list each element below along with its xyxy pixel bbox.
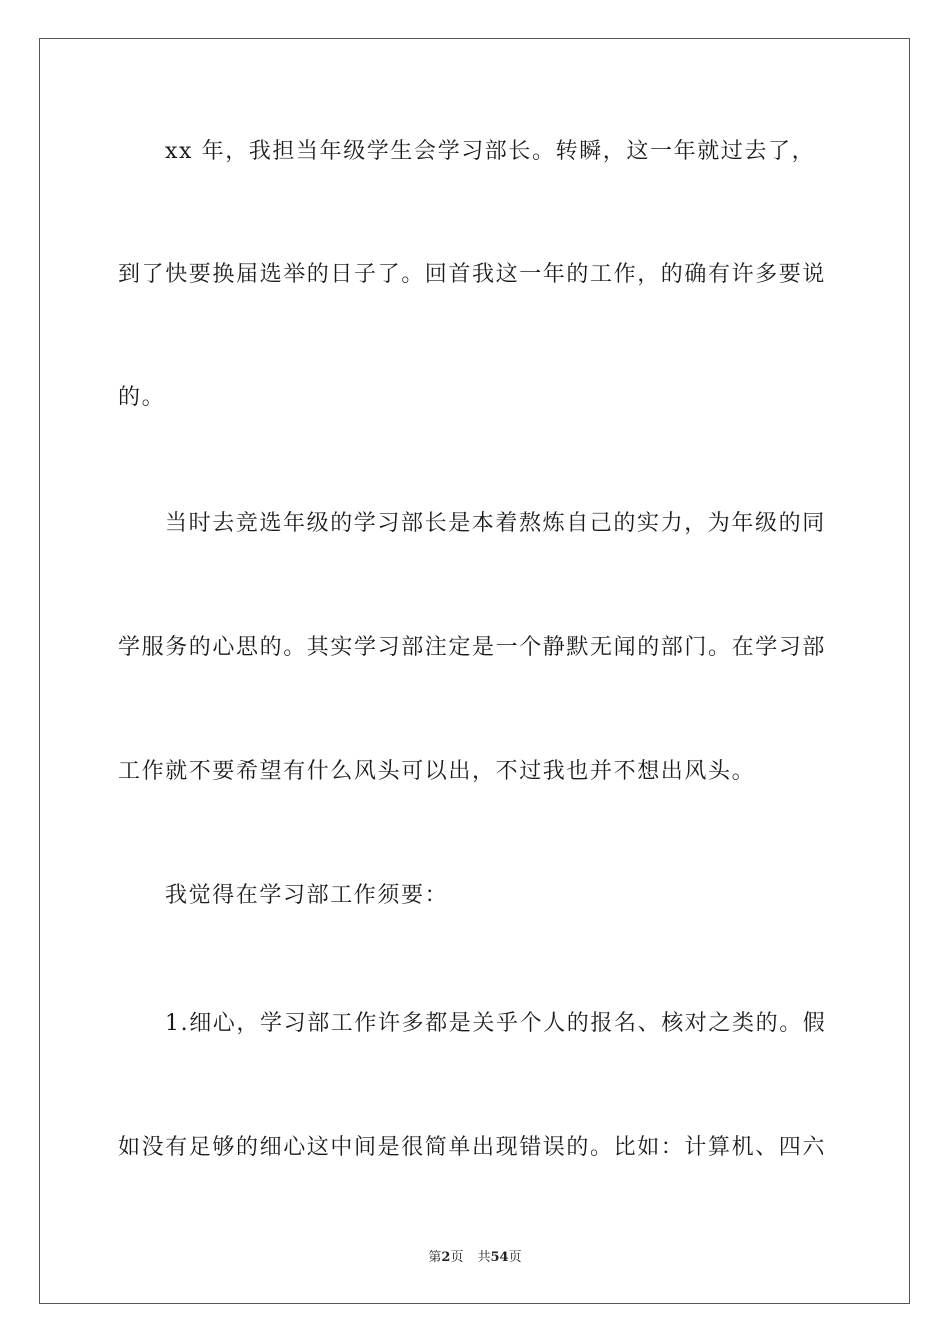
total-suffix: 页: [508, 1250, 522, 1265]
total-prefix: 共: [477, 1250, 491, 1265]
paragraph-1-line-1: xx 年，我担当年级学生会学习部长。转瞬，这一年就过去了，: [165, 139, 816, 164]
paragraph-1-line-2: 到了快要换届选举的日子了。回首我这一年的工作，的确有许多要说: [118, 262, 827, 287]
paragraph-4-line-1: 1.细心，学习部工作许多都是关乎个人的报名、核对之类的。假: [165, 1011, 827, 1036]
paragraph-4-line-2: 如没有足够的细心这中间是很简单出现错误的。比如：计算机、四六: [118, 1135, 827, 1160]
paragraph-2-line-2: 学服务的心思的。其实学习部注定是一个静默无闻的部门。在学习部: [118, 635, 827, 660]
current-page-number: 2: [441, 1250, 451, 1265]
page-border: [39, 38, 910, 1304]
paragraph-3-line-1: 我觉得在学习部工作须要：: [165, 883, 449, 908]
paragraph-1-line-3: 的。: [118, 385, 166, 410]
page-suffix: 页: [450, 1250, 464, 1265]
page-prefix: 第: [428, 1250, 442, 1265]
paragraph-2-line-3: 工作就不要希望有什么风头可以出，不过我也并不想出风头。: [118, 759, 756, 784]
total-pages-number: 54: [490, 1250, 509, 1265]
page-footer: [0, 1250, 950, 1266]
paragraph-2-line-1: 当时去竞选年级的学习部长是本着熬炼自己的实力，为年级的同: [165, 511, 826, 536]
